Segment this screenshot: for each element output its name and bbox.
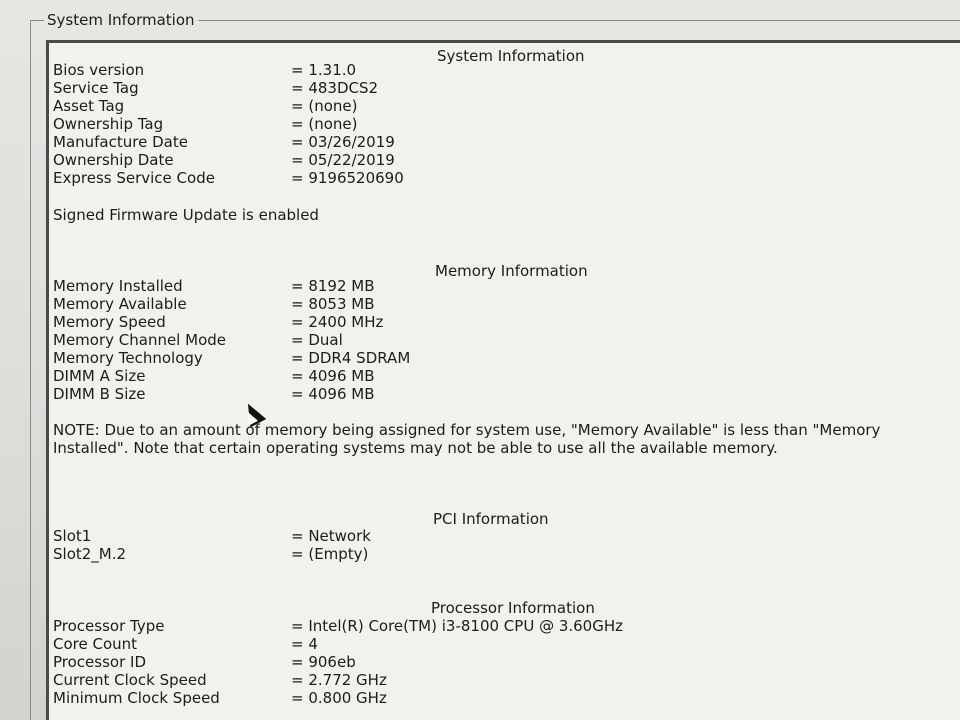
info-row-memory-channel-mode <box>53 331 933 349</box>
row-value: = 483DCS2 <box>291 79 379 97</box>
info-row-memory-speed <box>53 313 933 331</box>
row-label: Memory Speed <box>53 313 166 331</box>
row-value: = 9196520690 <box>291 169 404 187</box>
info-row-manufacture-date <box>53 133 933 151</box>
memory-note: NOTE: Due to an amount of memory being assigned for system use, "Memory Available" is less than "Memory Installed". Note that certain operating systems may not be able to use all the available memory. <box>53 421 881 457</box>
info-row-minimum-clock-speed <box>53 689 933 707</box>
info-row-memory-available <box>53 295 933 313</box>
info-row-memory-installed <box>53 277 933 295</box>
system-information-panel <box>46 40 960 720</box>
row-label: Minimum Clock Speed <box>53 689 220 707</box>
row-label: Express Service Code <box>53 169 215 187</box>
info-row-service-tag <box>53 79 933 97</box>
row-label: Memory Channel Mode <box>53 331 226 349</box>
row-label: Slot1 <box>53 527 92 545</box>
row-value: = (none) <box>291 115 358 133</box>
row-label: Slot2_M.2 <box>53 545 127 563</box>
row-value: = 05/22/2019 <box>291 151 395 169</box>
row-value: = 8192 MB <box>291 277 375 295</box>
row-value: = 2400 MHz <box>291 313 384 331</box>
memory-section-title: Memory Information <box>435 262 588 280</box>
row-label: Core Count <box>53 635 138 653</box>
firmware-status-text: Signed Firmware Update is enabled <box>53 206 319 224</box>
row-value: = 0.800 GHz <box>291 689 387 707</box>
row-label: Ownership Tag <box>53 115 164 133</box>
row-value: = 8053 MB <box>291 295 375 313</box>
info-row-processor-id <box>53 653 933 671</box>
row-label: Memory Technology <box>53 349 203 367</box>
groupbox-title: System Information <box>44 10 198 30</box>
info-row-ownership-date <box>53 151 933 169</box>
row-label: Manufacture Date <box>53 133 188 151</box>
pci-section-title: PCI Information <box>433 510 549 528</box>
processor-section-title: Processor Information <box>431 599 595 617</box>
row-label: Ownership Date <box>53 151 174 169</box>
row-label: Service Tag <box>53 79 139 97</box>
row-value: = Network <box>291 527 371 545</box>
row-value: = 2.772 GHz <box>291 671 387 689</box>
row-value: = (none) <box>291 97 358 115</box>
info-row-ownership-tag <box>53 115 933 133</box>
row-value: = (Empty) <box>291 545 369 563</box>
row-label: Bios version <box>53 61 145 79</box>
info-row-asset-tag <box>53 97 933 115</box>
row-label: Memory Available <box>53 295 187 313</box>
row-label: Current Clock Speed <box>53 671 207 689</box>
system-section-title: System Information <box>437 47 585 65</box>
row-label: Asset Tag <box>53 97 125 115</box>
row-value: = 4096 MB <box>291 385 375 403</box>
info-row-slot1 <box>53 527 933 545</box>
info-row-bios-version <box>53 61 933 79</box>
info-row-processor-type <box>53 617 933 635</box>
info-row-express-service-code <box>53 169 933 187</box>
row-value: = 03/26/2019 <box>291 133 395 151</box>
row-label: DIMM A Size <box>53 367 146 385</box>
row-value: = 906eb <box>291 653 356 671</box>
info-row-dimm-b-size <box>53 385 933 403</box>
row-label: Memory Installed <box>53 277 183 295</box>
row-value: = 4096 MB <box>291 367 375 385</box>
row-label: DIMM B Size <box>53 385 146 403</box>
row-label: Processor Type <box>53 617 165 635</box>
row-value: = 4 <box>291 635 318 653</box>
info-row-slot2-m2 <box>53 545 933 563</box>
info-row-memory-technology <box>53 349 933 367</box>
row-value: = 1.31.0 <box>291 61 357 79</box>
row-value: = Intel(R) Core(TM) i3-8100 CPU @ 3.60GHz <box>291 617 624 635</box>
info-row-core-count <box>53 635 933 653</box>
info-row-current-clock-speed <box>53 671 933 689</box>
row-label: Processor ID <box>53 653 146 671</box>
info-row-dimm-a-size <box>53 367 933 385</box>
row-value: = DDR4 SDRAM <box>291 349 411 367</box>
row-value: = Dual <box>291 331 343 349</box>
